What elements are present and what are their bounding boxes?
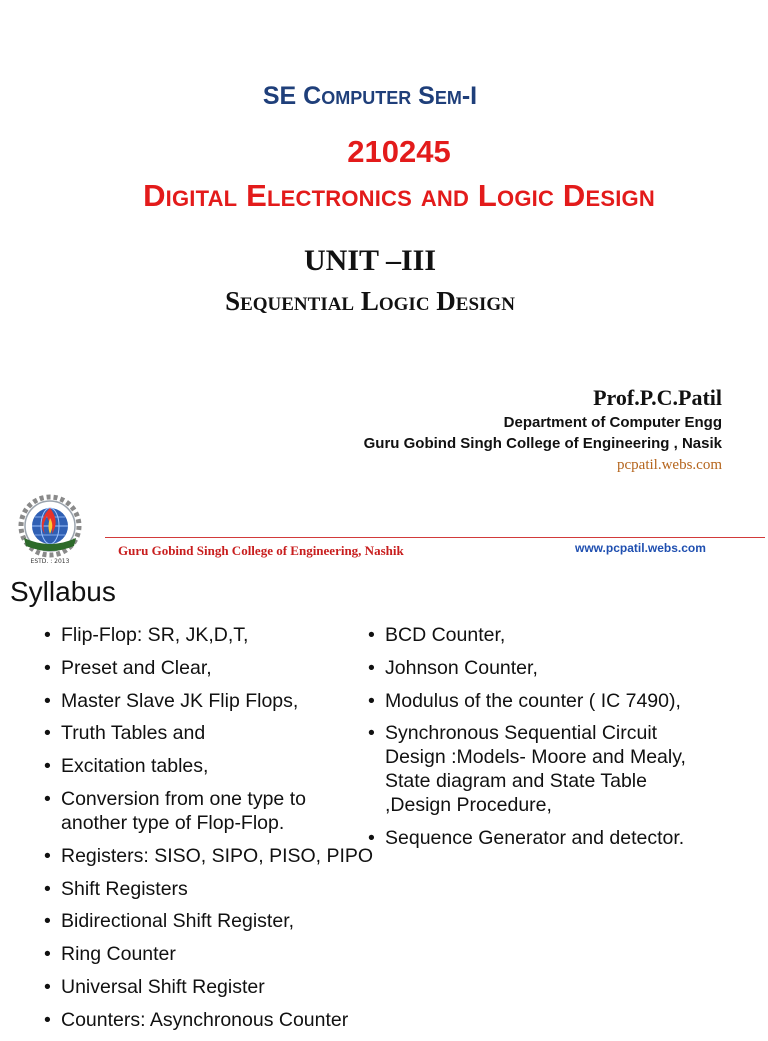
list-item: • Synchronous Sequential Circuit Design :Models- Moore and Mealy, State diagram and State Table ,Design Procedure, (368, 721, 688, 817)
list-item: • Ring Counter (44, 942, 374, 966)
unit-title: UNIT –III (304, 244, 436, 277)
semester-title: SE Computer Sem-I (262, 82, 478, 110)
header-divider (105, 537, 765, 538)
course-title: Digital Electronics and Logic Design (143, 178, 655, 213)
header-college-name: Guru Gobind Singh College of Engineering, Nashik (118, 543, 404, 558)
list-item: • Universal Shift Register (44, 975, 374, 999)
syllabus-right-column (368, 623, 688, 859)
author-college: Guru Gobind Singh College of Engineering , Nasik (363, 435, 722, 452)
list-item: • Modulus of the counter ( IC 7490), (368, 689, 688, 713)
list-item: • Bidirectional Shift Register, (44, 909, 374, 933)
list-item: • Counters: Asynchronous Counter (44, 1008, 374, 1032)
list-item: • BCD Counter, (368, 623, 688, 647)
author-block (364, 384, 722, 476)
list-item: • Conversion from one type to another type of Flop-Flop. (44, 787, 374, 835)
list-item: • Shift Registers (44, 877, 374, 901)
course-code: 210245 (347, 134, 451, 169)
list-item: • Sequence Generator and detector. (368, 826, 688, 850)
syllabus-heading: Syllabus (10, 576, 116, 607)
syllabus-left-column (44, 623, 374, 1041)
logo-established-text: ESTD. : 2013 (30, 558, 70, 565)
unit-name: Sequential Logic Design (225, 286, 515, 316)
list-item: • Flip-Flop: SR, JK,D,T, (44, 623, 374, 647)
list-item: • Truth Tables and (44, 721, 374, 745)
title-slide (0, 0, 768, 490)
header-website: www.pcpatil.webs.com (575, 541, 706, 555)
list-item: • Johnson Counter, (368, 656, 688, 680)
list-item: • Registers: SISO, SIPO, PISO, PIPO (44, 844, 374, 868)
list-item: • Preset and Clear, (44, 656, 374, 680)
author-department: Department of Computer Engg (503, 414, 722, 431)
list-item: • Master Slave JK Flip Flops, (44, 689, 374, 713)
list-item: • Excitation tables, (44, 754, 374, 778)
author-website: pcpatil.webs.com (617, 457, 722, 473)
author-name: Prof.P.C.Patil (593, 385, 722, 410)
college-logo-icon (14, 494, 86, 568)
